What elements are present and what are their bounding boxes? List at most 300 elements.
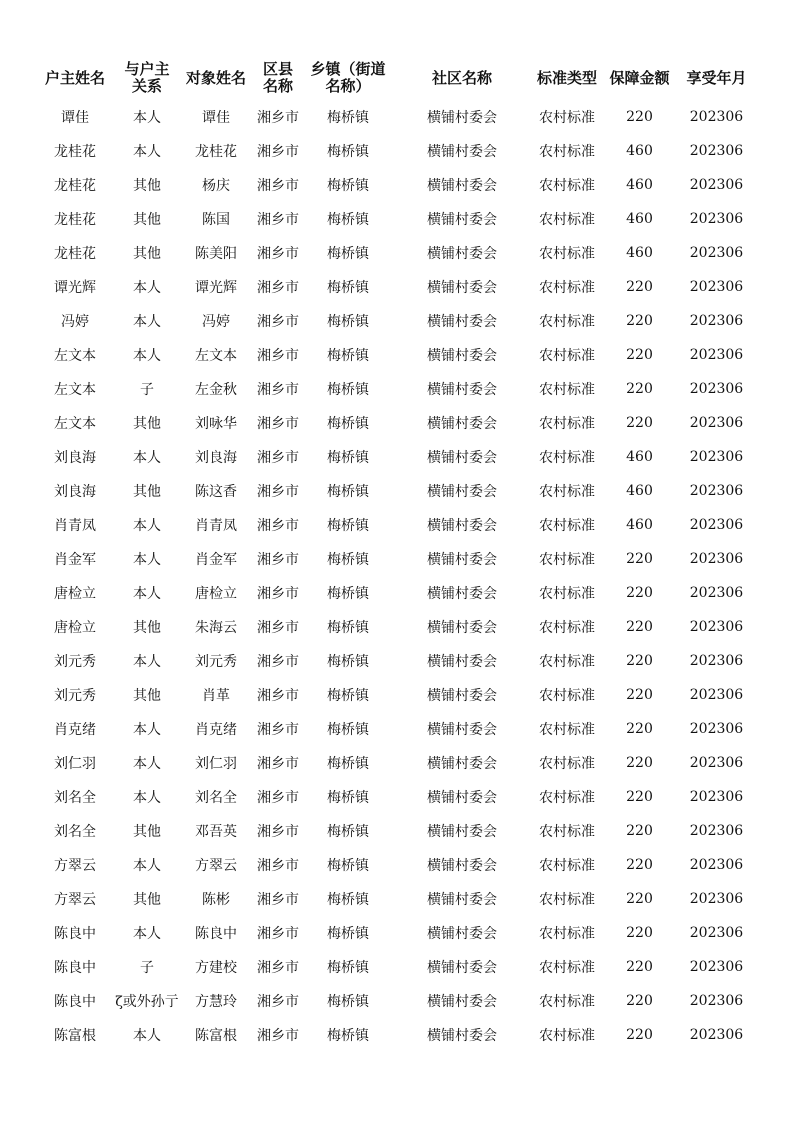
relation-cell: 其他 <box>133 246 161 262</box>
standard-type-cell: 农村标准 <box>539 994 595 1010</box>
township-cell: 梅桥镇 <box>327 722 369 738</box>
table-row <box>36 236 756 270</box>
county-cell: 湘乡市 <box>257 654 299 670</box>
month-cell: 202306 <box>689 959 744 975</box>
household-head-name-cell: 冯婷 <box>61 314 89 330</box>
community-cell: 横铺村委会 <box>427 178 497 194</box>
community-cell: 横铺村委会 <box>427 790 497 806</box>
month-cell: 202306 <box>689 211 744 227</box>
township-cell: 梅桥镇 <box>327 586 369 602</box>
relation-cell: 本人 <box>133 756 161 772</box>
community-cell: 横铺村委会 <box>427 280 497 296</box>
household-head-name-cell: 陈良中 <box>54 926 96 942</box>
amount-cell: 220 <box>626 653 653 669</box>
recipient-name-cell: 方翠云 <box>195 858 237 874</box>
community-cell: 横铺村委会 <box>427 382 497 398</box>
relation-cell: 本人 <box>133 858 161 874</box>
table-row <box>36 270 756 304</box>
table-body <box>36 100 756 1052</box>
township-cell: 梅桥镇 <box>327 212 369 228</box>
table-row <box>36 1018 756 1052</box>
amount-cell: 460 <box>626 177 653 193</box>
household-head-name-cell: 肖克绪 <box>54 722 96 738</box>
community-cell: 横铺村委会 <box>427 620 497 636</box>
relation-cell: 其他 <box>133 620 161 636</box>
recipient-name-cell: 唐检立 <box>195 586 237 602</box>
community-cell: 横铺村委会 <box>427 552 497 568</box>
community-cell: 横铺村委会 <box>427 892 497 908</box>
recipient-name-cell: 刘仁羽 <box>195 756 237 772</box>
amount-cell: 460 <box>626 517 653 533</box>
county-cell: 湘乡市 <box>257 1028 299 1044</box>
amount-cell: 460 <box>626 143 653 159</box>
relation-cell: 本人 <box>133 722 161 738</box>
household-head-name-cell: 左文本 <box>54 348 96 364</box>
relation-cell: 本人 <box>133 586 161 602</box>
community-name-header <box>392 56 532 100</box>
month-cell: 202306 <box>689 993 744 1009</box>
county-cell: 湘乡市 <box>257 450 299 466</box>
header-label-line: 名称 <box>262 77 293 95</box>
relation-cell: 本人 <box>133 348 161 364</box>
relation-cell: 本人 <box>133 654 161 670</box>
community-cell: 横铺村委会 <box>427 246 497 262</box>
household-head-name-cell: 刘名全 <box>54 790 96 806</box>
header-label-line: 保障金额 <box>609 68 670 87</box>
month-cell: 202306 <box>689 755 744 771</box>
recipient-name-cell: 肖革 <box>202 688 230 704</box>
township-cell: 梅桥镇 <box>327 416 369 432</box>
county-cell: 湘乡市 <box>257 892 299 908</box>
household-head-name-cell: 龙桂花 <box>54 178 96 194</box>
recipient-name-cell: 刘元秀 <box>195 654 237 670</box>
header-label-line: 关系 <box>131 77 162 95</box>
township-cell: 梅桥镇 <box>327 858 369 874</box>
relation-to-head-header <box>114 56 180 100</box>
table-row <box>36 406 756 440</box>
standard-type-cell: 农村标准 <box>539 212 595 228</box>
amount-cell: 220 <box>626 347 653 363</box>
relation-cell: 本人 <box>133 144 161 160</box>
month-cell: 202306 <box>689 381 744 397</box>
household-head-name-cell: 左文本 <box>54 416 96 432</box>
relation-cell: 其他 <box>133 688 161 704</box>
table-row <box>36 712 756 746</box>
relation-cell: 子 <box>140 382 154 398</box>
standard-type-cell: 农村标准 <box>539 450 595 466</box>
township-cell: 梅桥镇 <box>327 246 369 262</box>
month-cell: 202306 <box>689 925 744 941</box>
standard-type-cell: 农村标准 <box>539 960 595 976</box>
month-cell: 202306 <box>689 483 744 499</box>
month-cell: 202306 <box>689 653 744 669</box>
header-label-line: 户主姓名 <box>44 68 105 87</box>
standard-type-cell: 农村标准 <box>539 484 595 500</box>
relation-cell: 本人 <box>133 314 161 330</box>
month-cell: 202306 <box>689 143 744 159</box>
table-row <box>36 134 756 168</box>
recipient-name-cell: 朱海云 <box>195 620 237 636</box>
amount-cell: 220 <box>626 721 653 737</box>
standard-type-cell: 农村标准 <box>539 518 595 534</box>
relation-cell: 本人 <box>133 280 161 296</box>
table-row <box>36 168 756 202</box>
township-cell: 梅桥镇 <box>327 824 369 840</box>
township-cell: 梅桥镇 <box>327 518 369 534</box>
recipient-name-cell: 陈美阳 <box>195 246 237 262</box>
header-label-line: 对象姓名 <box>185 68 246 87</box>
household-head-name-cell: 陈良中 <box>54 994 96 1010</box>
household-head-name-cell: 肖金军 <box>54 552 96 568</box>
amount-cell: 220 <box>626 857 653 873</box>
county-cell: 湘乡市 <box>257 552 299 568</box>
community-cell: 横铺村委会 <box>427 144 497 160</box>
household-head-name-cell: 陈富根 <box>54 1028 96 1044</box>
recipient-name-cell: 刘咏华 <box>195 416 237 432</box>
township-cell: 梅桥镇 <box>327 1028 369 1044</box>
amount-cell: 220 <box>626 959 653 975</box>
county-cell: 湘乡市 <box>257 960 299 976</box>
amount-cell: 460 <box>626 483 653 499</box>
township-cell: 梅桥镇 <box>327 892 369 908</box>
month-cell: 202306 <box>689 721 744 737</box>
community-cell: 横铺村委会 <box>427 688 497 704</box>
community-cell: 横铺村委会 <box>427 858 497 874</box>
table-row <box>36 202 756 236</box>
county-cell: 湘乡市 <box>257 382 299 398</box>
header-label-line: 社区名称 <box>431 68 492 87</box>
table-row <box>36 746 756 780</box>
township-cell: 梅桥镇 <box>327 382 369 398</box>
relation-cell: 本人 <box>133 518 161 534</box>
county-cell: 湘乡市 <box>257 790 299 806</box>
county-cell: 湘乡市 <box>257 212 299 228</box>
month-cell: 202306 <box>689 517 744 533</box>
household-head-name-cell: 谭佳 <box>61 110 89 126</box>
recipient-name-cell: 邓吾英 <box>195 824 237 840</box>
benefit-amount-header <box>602 56 677 100</box>
amount-cell: 220 <box>626 313 653 329</box>
relation-cell: 本人 <box>133 926 161 942</box>
household-head-name-cell: 谭光辉 <box>54 280 96 296</box>
standard-type-cell: 农村标准 <box>539 688 595 704</box>
community-cell: 横铺村委会 <box>427 110 497 126</box>
table-row <box>36 508 756 542</box>
month-cell: 202306 <box>689 687 744 703</box>
household-head-name-cell: 方翠云 <box>54 858 96 874</box>
amount-cell: 220 <box>626 551 653 567</box>
relation-cell: 本人 <box>133 450 161 466</box>
month-cell: 202306 <box>689 789 744 805</box>
table-row <box>36 100 756 134</box>
relation-cell: 本人 <box>133 552 161 568</box>
standard-type-cell: 农村标准 <box>539 722 595 738</box>
table-row <box>36 916 756 950</box>
county-cell: 湘乡市 <box>257 518 299 534</box>
recipient-name-cell: 肖克绪 <box>195 722 237 738</box>
township-cell: 梅桥镇 <box>327 348 369 364</box>
household-head-name-cell: 陈良中 <box>54 960 96 976</box>
community-cell: 横铺村委会 <box>427 212 497 228</box>
relief-recipient-table <box>36 56 756 1052</box>
township-cell: 梅桥镇 <box>327 178 369 194</box>
standard-type-cell: 农村标准 <box>539 892 595 908</box>
relation-cell: 其他 <box>133 892 161 908</box>
county-name-header <box>252 56 304 100</box>
table-header <box>36 56 756 100</box>
standard-type-cell: 农村标准 <box>539 246 595 262</box>
community-cell: 横铺村委会 <box>427 416 497 432</box>
recipient-name-cell: 刘良海 <box>195 450 237 466</box>
recipient-name-cell: 陈这香 <box>195 484 237 500</box>
community-cell: 横铺村委会 <box>427 518 497 534</box>
standard-type-cell: 农村标准 <box>539 416 595 432</box>
standard-type-cell: 农村标准 <box>539 178 595 194</box>
standard-type-cell: 农村标准 <box>539 348 595 364</box>
township-cell: 梅桥镇 <box>327 552 369 568</box>
standard-type-cell: 农村标准 <box>539 824 595 840</box>
relation-cell: 本人 <box>133 110 161 126</box>
benefit-month-header <box>677 56 756 100</box>
table-row <box>36 372 756 406</box>
recipient-name-header <box>180 56 252 100</box>
amount-cell: 220 <box>626 789 653 805</box>
table-row <box>36 678 756 712</box>
header-label-line: 标准类型 <box>536 68 597 87</box>
community-cell: 横铺村委会 <box>427 926 497 942</box>
table-row <box>36 882 756 916</box>
community-cell: 横铺村委会 <box>427 484 497 500</box>
county-cell: 湘乡市 <box>257 756 299 772</box>
township-cell: 梅桥镇 <box>327 960 369 976</box>
header-label-line: 名称） <box>325 77 371 95</box>
month-cell: 202306 <box>689 449 744 465</box>
county-cell: 湘乡市 <box>257 246 299 262</box>
standard-type-cell: 农村标准 <box>539 620 595 636</box>
household-head-name-cell: 龙桂花 <box>54 246 96 262</box>
table-row <box>36 780 756 814</box>
community-cell: 横铺村委会 <box>427 756 497 772</box>
township-cell: 梅桥镇 <box>327 790 369 806</box>
recipient-name-cell: 肖金军 <box>195 552 237 568</box>
amount-cell: 220 <box>626 1027 653 1043</box>
household-head-name-cell: 唐检立 <box>54 620 96 636</box>
county-cell: 湘乡市 <box>257 144 299 160</box>
header-label-line: 区县 <box>262 60 293 78</box>
community-cell: 横铺村委会 <box>427 994 497 1010</box>
household-head-name-cell: 刘良海 <box>54 450 96 466</box>
amount-cell: 220 <box>626 279 653 295</box>
community-cell: 横铺村委会 <box>427 1028 497 1044</box>
table-row <box>36 576 756 610</box>
recipient-name-cell: 谭佳 <box>202 110 230 126</box>
household-head-name-cell: 龙桂花 <box>54 212 96 228</box>
relation-cell: 其他 <box>133 484 161 500</box>
county-cell: 湘乡市 <box>257 348 299 364</box>
standard-type-cell: 农村标准 <box>539 382 595 398</box>
household-head-name-header <box>36 56 114 100</box>
month-cell: 202306 <box>689 109 744 125</box>
standard-type-cell: 农村标准 <box>539 926 595 942</box>
recipient-name-cell: 左文本 <box>195 348 237 364</box>
recipient-name-cell: 陈国 <box>202 212 230 228</box>
table-row <box>36 814 756 848</box>
recipient-name-cell: 刘名全 <box>195 790 237 806</box>
header-label-line: 享受年月 <box>686 68 747 87</box>
standard-type-cell: 农村标准 <box>539 654 595 670</box>
county-cell: 湘乡市 <box>257 994 299 1010</box>
month-cell: 202306 <box>689 279 744 295</box>
amount-cell: 220 <box>626 381 653 397</box>
month-cell: 202306 <box>689 551 744 567</box>
amount-cell: 220 <box>626 109 653 125</box>
township-cell: 梅桥镇 <box>327 144 369 160</box>
community-cell: 横铺村委会 <box>427 314 497 330</box>
community-cell: 横铺村委会 <box>427 824 497 840</box>
township-cell: 梅桥镇 <box>327 110 369 126</box>
amount-cell: 220 <box>626 755 653 771</box>
standard-type-cell: 农村标准 <box>539 858 595 874</box>
township-cell: 梅桥镇 <box>327 756 369 772</box>
community-cell: 横铺村委会 <box>427 960 497 976</box>
county-cell: 湘乡市 <box>257 178 299 194</box>
header-row <box>36 56 756 100</box>
table-row <box>36 440 756 474</box>
standard-type-cell: 农村标准 <box>539 144 595 160</box>
table-row <box>36 338 756 372</box>
community-cell: 横铺村委会 <box>427 348 497 364</box>
amount-cell: 220 <box>626 925 653 941</box>
recipient-name-cell: 冯婷 <box>202 314 230 330</box>
township-cell: 梅桥镇 <box>327 620 369 636</box>
table-row <box>36 984 756 1018</box>
recipient-name-cell: 杨庆 <box>202 178 230 194</box>
table-row <box>36 474 756 508</box>
month-cell: 202306 <box>689 585 744 601</box>
month-cell: 202306 <box>689 857 744 873</box>
township-cell: 梅桥镇 <box>327 450 369 466</box>
household-head-name-cell: 刘名全 <box>54 824 96 840</box>
county-cell: 湘乡市 <box>257 620 299 636</box>
standard-type-cell: 农村标准 <box>539 110 595 126</box>
relation-cell: 其他 <box>133 824 161 840</box>
community-cell: 横铺村委会 <box>427 722 497 738</box>
month-cell: 202306 <box>689 823 744 839</box>
standard-type-header <box>532 56 602 100</box>
amount-cell: 220 <box>626 687 653 703</box>
household-head-name-cell: 左文本 <box>54 382 96 398</box>
amount-cell: 220 <box>626 891 653 907</box>
household-head-name-cell: 刘元秀 <box>54 688 96 704</box>
household-head-name-cell: 刘仁羽 <box>54 756 96 772</box>
township-cell: 梅桥镇 <box>327 280 369 296</box>
township-cell: 梅桥镇 <box>327 688 369 704</box>
table-row <box>36 950 756 984</box>
header-label-line: 乡镇（街道 <box>310 60 386 78</box>
amount-cell: 460 <box>626 449 653 465</box>
recipient-name-cell: 陈良中 <box>195 926 237 942</box>
header-label-line: 与户主 <box>124 60 170 78</box>
table-row <box>36 848 756 882</box>
recipient-name-cell: 方建校 <box>195 960 237 976</box>
relation-cell: 其他 <box>133 212 161 228</box>
amount-cell: 460 <box>626 245 653 261</box>
amount-cell: 220 <box>626 415 653 431</box>
county-cell: 湘乡市 <box>257 314 299 330</box>
county-cell: 湘乡市 <box>257 688 299 704</box>
county-cell: 湘乡市 <box>257 858 299 874</box>
standard-type-cell: 农村标准 <box>539 314 595 330</box>
month-cell: 202306 <box>689 1027 744 1043</box>
recipient-name-cell: 方慧玲 <box>195 994 237 1010</box>
township-cell: 梅桥镇 <box>327 994 369 1010</box>
recipient-name-cell: 陈彬 <box>202 892 230 908</box>
recipient-name-cell: 陈富根 <box>195 1028 237 1044</box>
amount-cell: 220 <box>626 823 653 839</box>
community-cell: 横铺村委会 <box>427 654 497 670</box>
township-name-header <box>304 56 392 100</box>
county-cell: 湘乡市 <box>257 484 299 500</box>
household-head-name-cell: 方翠云 <box>54 892 96 908</box>
amount-cell: 220 <box>626 619 653 635</box>
household-head-name-cell: 唐检立 <box>54 586 96 602</box>
table-row <box>36 610 756 644</box>
household-head-name-cell: 肖青凤 <box>54 518 96 534</box>
township-cell: 梅桥镇 <box>327 484 369 500</box>
standard-type-cell: 农村标准 <box>539 280 595 296</box>
township-cell: 梅桥镇 <box>327 654 369 670</box>
recipient-name-cell: 左金秋 <box>195 382 237 398</box>
recipient-name-cell: 谭光辉 <box>195 280 237 296</box>
month-cell: 202306 <box>689 177 744 193</box>
amount-cell: 460 <box>626 211 653 227</box>
standard-type-cell: 农村标准 <box>539 1028 595 1044</box>
township-cell: 梅桥镇 <box>327 926 369 942</box>
community-cell: 横铺村委会 <box>427 586 497 602</box>
month-cell: 202306 <box>689 415 744 431</box>
table-row <box>36 644 756 678</box>
county-cell: 湘乡市 <box>257 110 299 126</box>
relation-cell: 其他 <box>133 416 161 432</box>
amount-cell: 220 <box>626 993 653 1009</box>
month-cell: 202306 <box>689 619 744 635</box>
relation-cell: 其他 <box>133 178 161 194</box>
county-cell: 湘乡市 <box>257 824 299 840</box>
recipient-name-cell: 龙桂花 <box>195 144 237 160</box>
month-cell: 202306 <box>689 313 744 329</box>
household-head-name-cell: 刘良海 <box>54 484 96 500</box>
month-cell: 202306 <box>689 245 744 261</box>
month-cell: 202306 <box>689 891 744 907</box>
county-cell: 湘乡市 <box>257 586 299 602</box>
table-row <box>36 304 756 338</box>
county-cell: 湘乡市 <box>257 280 299 296</box>
standard-type-cell: 农村标准 <box>539 586 595 602</box>
county-cell: 湘乡市 <box>257 416 299 432</box>
county-cell: 湘乡市 <box>257 926 299 942</box>
county-cell: 湘乡市 <box>257 722 299 738</box>
relation-cell: ζ或外孙亍 <box>115 994 179 1010</box>
household-head-name-cell: 刘元秀 <box>54 654 96 670</box>
standard-type-cell: 农村标准 <box>539 790 595 806</box>
relation-cell: 本人 <box>133 1028 161 1044</box>
relation-cell: 本人 <box>133 790 161 806</box>
standard-type-cell: 农村标准 <box>539 756 595 772</box>
recipient-name-cell: 肖青凤 <box>195 518 237 534</box>
household-head-name-cell: 龙桂花 <box>54 144 96 160</box>
community-cell: 横铺村委会 <box>427 450 497 466</box>
amount-cell: 220 <box>626 585 653 601</box>
